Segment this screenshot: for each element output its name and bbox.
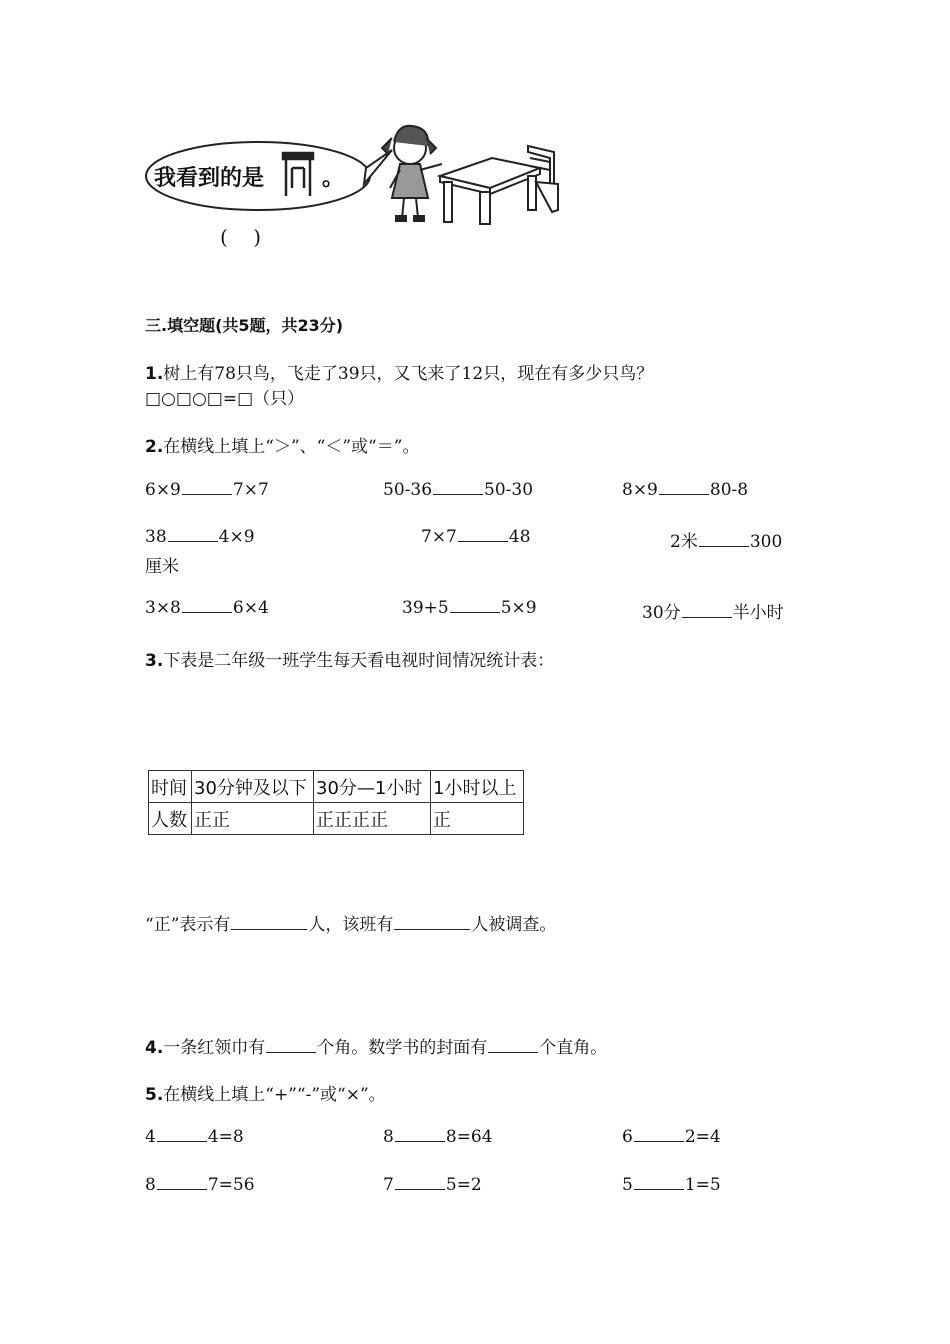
q2-item: 39+5 5×9 — [402, 598, 537, 618]
answer-blank[interactable] — [458, 540, 508, 542]
answer-blank[interactable] — [699, 545, 749, 547]
bubble-text: 我看到的是 — [154, 166, 265, 191]
q1-formula: □○□○□=□（只） — [145, 389, 305, 409]
table-cell: 人数 — [149, 803, 192, 835]
q5-number: 5. — [145, 1085, 164, 1105]
section-title: 三.填空题(共5题，共23分) — [145, 316, 344, 335]
q2-item: 6×9 7×7 — [145, 480, 269, 500]
answer-blank[interactable] — [659, 493, 709, 495]
speech-bubble-tail — [364, 150, 392, 184]
answer-blank[interactable] — [682, 616, 732, 618]
table-cell: 正正正正 — [314, 803, 431, 835]
q3-line — [145, 646, 554, 671]
bubble-end: 。 — [322, 166, 345, 191]
q2-number: 2. — [145, 437, 164, 457]
q5-item: 5 1=5 — [622, 1175, 721, 1195]
q5-item: 7 5=2 — [383, 1175, 482, 1195]
q2-item: 7×7 48 — [421, 527, 531, 547]
q4-line: 4.一条红领巾有 个角。数学书的封面有 个直角。 — [145, 1038, 608, 1058]
q2-text: 在横线上填上“＞”、“＜”或“＝”。 — [163, 437, 420, 457]
q2-line — [145, 432, 419, 457]
q2-item: 30分 半小时 — [642, 603, 784, 623]
answer-blank[interactable] — [634, 1188, 684, 1190]
q2-item: 3×8 6×4 — [145, 598, 269, 618]
answer-blank[interactable] — [182, 611, 232, 613]
q1-text: 树上有78只鸟，飞走了39只，又飞来了12只，现在有多少只鸟？ — [163, 364, 654, 384]
q4-number: 4. — [145, 1038, 164, 1058]
table-cell: 正 — [431, 803, 524, 835]
q3-fill-line: “正”表示有 人，该班有 人被调查。 — [145, 915, 557, 935]
answer-blank[interactable] — [266, 1051, 316, 1053]
table-cell: 正正 — [192, 803, 314, 835]
table-cell: 时间 — [149, 771, 192, 803]
answer-blank[interactable] — [168, 540, 218, 542]
answer-blank[interactable] — [395, 1140, 445, 1142]
q5-item: 8 7=56 — [145, 1175, 255, 1195]
table-cell: 30分钟及以下 — [192, 771, 314, 803]
q1-number: 1. — [145, 364, 164, 384]
answer-blank[interactable] — [157, 1140, 207, 1142]
q2-item: 50-36 50-30 — [383, 480, 534, 500]
q5-line — [145, 1080, 386, 1105]
q3-text: 下表是二年级一班学生每天看电视时间情况统计表： — [163, 651, 555, 671]
answer-blank[interactable] — [394, 928, 470, 930]
girl-figure — [382, 126, 442, 221]
q2-item: 8×9 80-8 — [622, 480, 749, 500]
answer-blank[interactable] — [488, 1051, 538, 1053]
q5-item: 4 4=8 — [145, 1127, 244, 1147]
table-cell: 30分—1小时 — [314, 771, 431, 803]
answer-blank[interactable] — [157, 1188, 207, 1190]
answer-blank[interactable] — [450, 611, 500, 613]
q2-item: 2米 300 — [670, 532, 783, 552]
table-row — [149, 803, 524, 835]
table-header-row — [149, 771, 524, 803]
answer-blank[interactable] — [433, 493, 483, 495]
q1-line — [145, 359, 653, 384]
q5-item: 6 2=4 — [622, 1127, 721, 1147]
table-view-illustration — [140, 118, 580, 263]
answer-blank[interactable] — [395, 1188, 445, 1190]
q2-wrap-unit: 厘米 — [145, 557, 179, 577]
q3-number: 3. — [145, 651, 164, 671]
answer-parens: ( ) — [220, 225, 262, 249]
answer-blank[interactable] — [182, 493, 232, 495]
q5-text: 在横线上填上“+”“-”或“×”。 — [163, 1085, 386, 1105]
tv-time-table — [148, 770, 524, 835]
q2-item: 38 4×9 — [145, 527, 255, 547]
answer-blank[interactable] — [634, 1140, 684, 1142]
answer-blank[interactable] — [231, 928, 307, 930]
q5-item: 8 8=64 — [383, 1127, 493, 1147]
table-cell: 1小时以上 — [431, 771, 524, 803]
illustration-svg — [140, 118, 580, 258]
table-3d-figure — [440, 158, 540, 224]
